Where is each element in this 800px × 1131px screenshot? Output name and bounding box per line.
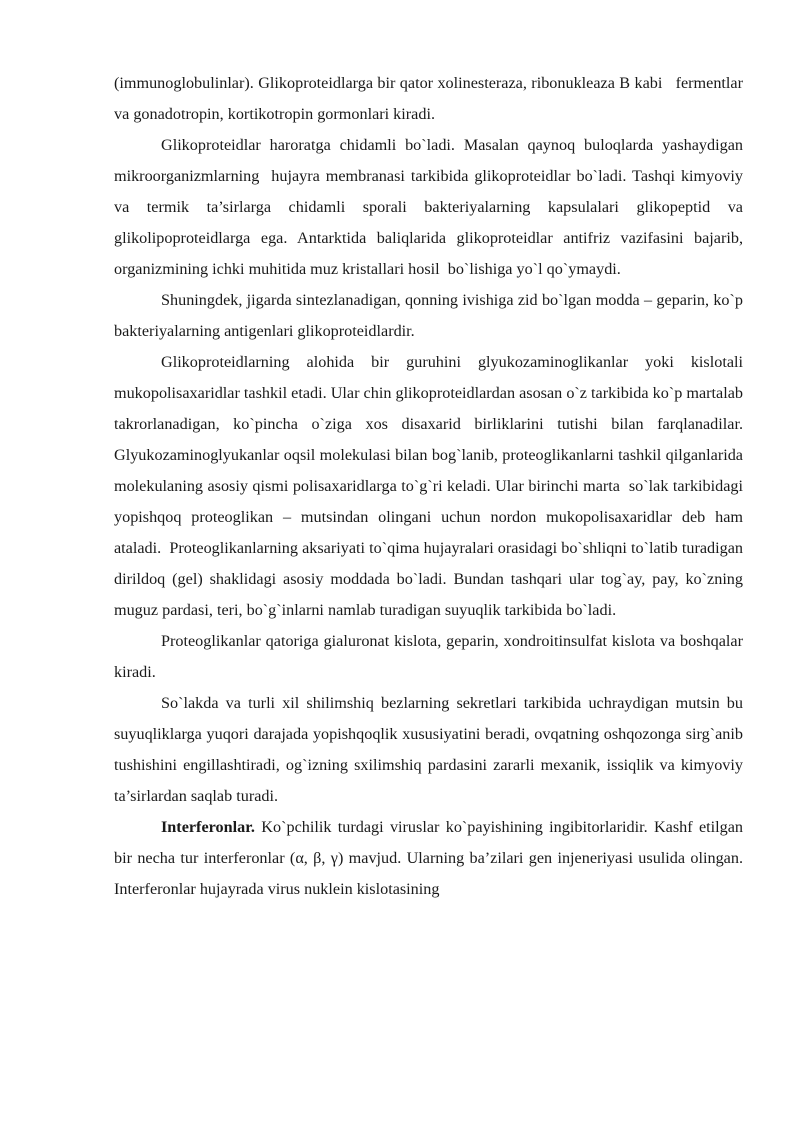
paragraph-glycoprotein-heat-resistance xyxy=(114,130,743,285)
paragraph-text: Glikoproteidlarning alohida bir guruhini glyukozaminoglikanlar yoki kislotali mukopolisaxaridlar tashkil etadi. Ular chin glikoproteidlardan asosan o`z tarkibida ko`p martalab takrorlanadigan, ko`pincha o`ziga xos disaxarid birliklarini tutishi bilan farqlanadilar. Glyukozaminoglyukanlar oqsil molekulasi bilan bog`lanib, proteoglikanlarni tashkil qilganlarida molekulaning asosiy qismi polisaxaridlarga to`g`ri keladi. Ular birinchi marta so`lak tarkibidagi yopishqoq proteoglikan – mutsindan olingani uchun nordon mukopolisaxaridlar deb ham ataladi. Proteoglikanlarning aksariyati to`qima hujayralari orasidagi bo`shliqni to`latib turadigan dirildoq (gel) shaklidagi asosiy moddada bo`ladi. Bundan tashqari ular tog`ay, pay, ko`zning muguz pardasi, teri, bo`g`inlarni namlab turadigan suyuqlik tarkibida bo`ladi. xyxy=(114,353,743,619)
paragraph-text: (immunoglobulinlar). Glikoproteidlarga bir qator xolinesteraza, ribonukleaza B kabi fermentlar va gonadotropin, kortikotropin gormonlari kiradi. xyxy=(114,74,743,123)
paragraph-proteoglycans-list xyxy=(114,626,743,688)
document-page xyxy=(114,68,743,905)
paragraph-text: Ko`pchilik turdagi viruslar ko`payishining ingibitorlaridir. Kashf etilgan bir necha tur interferonlar (α, β, γ) mavjud. Ularning ba’zilari gen injeneriyasi usulida olingan. Interferonlar hujayrada virus nuklein kislotasining xyxy=(114,818,743,898)
paragraph-interferons xyxy=(114,812,743,905)
paragraph-glycosaminoglycans xyxy=(114,347,743,626)
paragraph-text: Shuningdek, jigarda sintezlanadigan, qonning ivishiga zid bo`lgan modda – geparin, ko`p bakteriyalarning antigenlari glikoproteidlardir. xyxy=(114,291,743,340)
paragraph-text: Proteoglikanlar qatoriga gialuronat kislota, geparin, xondroitinsulfat kislota va boshqalar kiradi. xyxy=(114,632,743,681)
paragraph-text: Glikoproteidlar haroratga chidamli bo`ladi. Masalan qaynoq buloqlarda yashaydigan mikroorganizmlarning hujayra membranasi tarkibida glikoproteidlar bo`ladi. Tashqi kimyoviy va termik ta’sirlarga chidamli sporali bakteriyalarning kapsulalari glikopeptid va glikolipoproteidlarga ega. Antarktida baliqlarida glikoproteidlar antifriz vazifasini bajarib, organizmining ichki muhitida muz kristallari hosil bo`lishiga yo`l qo`ymaydi. xyxy=(114,136,743,278)
section-heading-interferons: Interferonlar. xyxy=(161,818,255,836)
paragraph-glycoprotein-enzymes xyxy=(114,68,743,130)
paragraph-mucin xyxy=(114,688,743,812)
paragraph-text: So`lakda va turli xil shilimshiq bezlarning sekretlari tarkibida uchraydigan mutsin bu suyuqliklarga yuqori darajada yopishqoqlik xususiyatini beradi, ovqatning oshqozonga sirg`anib tushishini engillashtiradi, og`izning sxilimshiq pardasini zararli mexanik, issiqlik va kimyoviy ta’sirlardan saqlab turadi. xyxy=(114,694,743,805)
paragraph-heparin xyxy=(114,285,743,347)
